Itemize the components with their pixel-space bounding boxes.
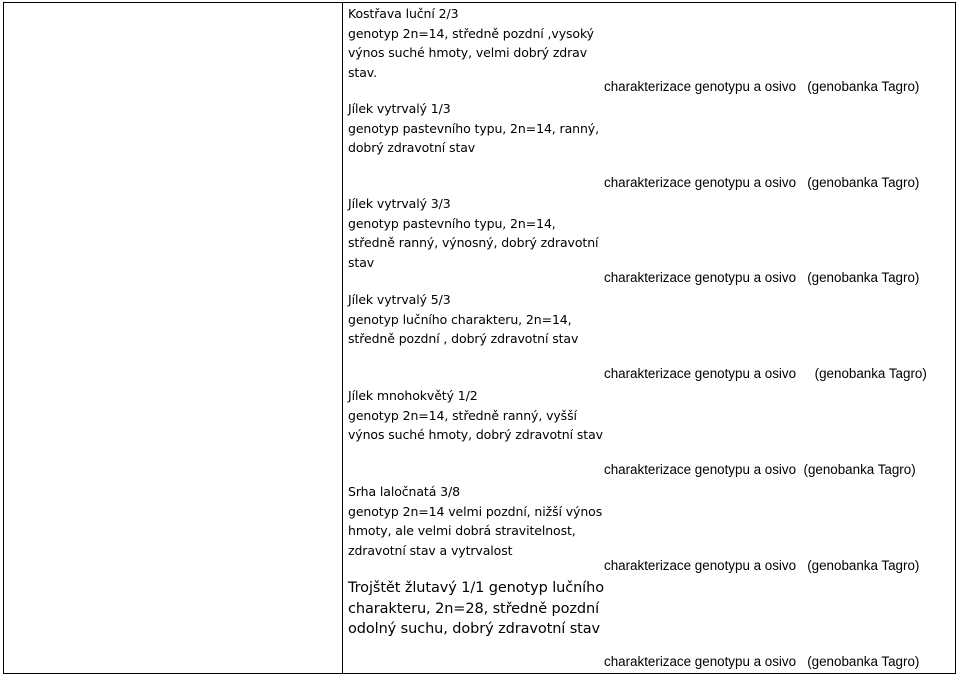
variety-jilek-mnohokvety-1-2: Jílek mnohokvětý 1/2 genotyp 2n=14, středně ranný, vyšší výnos suché hmoty, dobrý zdravotní stav bbox=[348, 388, 603, 443]
table-border-bottom bbox=[3, 673, 956, 674]
variety-jilek-vytrvaly-5-3: Jílek vytrvalý 5/3 genotyp lučního charakteru, 2n=14, středně pozdní , dobrý zdravotní stav bbox=[348, 292, 579, 347]
characterization-note: charakterizace genotypu a osivo (genobanka Tagro) bbox=[604, 79, 920, 94]
table-border-top bbox=[3, 2, 956, 3]
variety-srha-3-8: Srha laločnatá 3/8 genotyp 2n=14 velmi pozdní, nižší výnos hmoty, ale velmi dobrá stravitelnost, zdravotní stav a vytrvalost bbox=[348, 484, 603, 558]
variety-jilek-vytrvaly-1-3: Jílek vytrvalý 1/3 genotyp pastevního typu, 2n=14, ranný, dobrý zdravotní stav bbox=[348, 101, 599, 156]
characterization-note: charakterizace genotypu a osivo (genobanka Tagro) bbox=[604, 654, 920, 669]
variety-trojstet-1-1: Trojštět žlutavý 1/1 genotyp lučního charakteru, 2n=28, středně pozdní odolný suchu, dobrý zdravotní stav bbox=[348, 580, 604, 637]
characterization-note: charakterizace genotypu a osivo (genobanka Tagro) bbox=[604, 462, 916, 477]
table-column-divider bbox=[342, 2, 343, 674]
variety-jilek-vytrvaly-3-3: Jílek vytrvalý 3/3 genotyp pastevního typu, 2n=14, středně ranný, výnosný, dobrý zdravotní stav bbox=[348, 196, 599, 270]
table-border-right bbox=[955, 2, 956, 674]
characterization-note: charakterizace genotypu a osivo (genobanka Tagro) bbox=[604, 366, 927, 381]
characterization-note: charakterizace genotypu a osivo (genobanka Tagro) bbox=[604, 558, 920, 573]
table-border-left bbox=[3, 2, 4, 674]
characterization-note: charakterizace genotypu a osivo (genobanka Tagro) bbox=[604, 175, 920, 190]
characterization-note: charakterizace genotypu a osivo (genobanka Tagro) bbox=[604, 270, 920, 285]
variety-kostrava-2-3: Kostřava luční 2/3 genotyp 2n=14, středně pozdní ,vysoký výnos suché hmoty, velmi dobrý zdrav stav. bbox=[348, 6, 594, 80]
